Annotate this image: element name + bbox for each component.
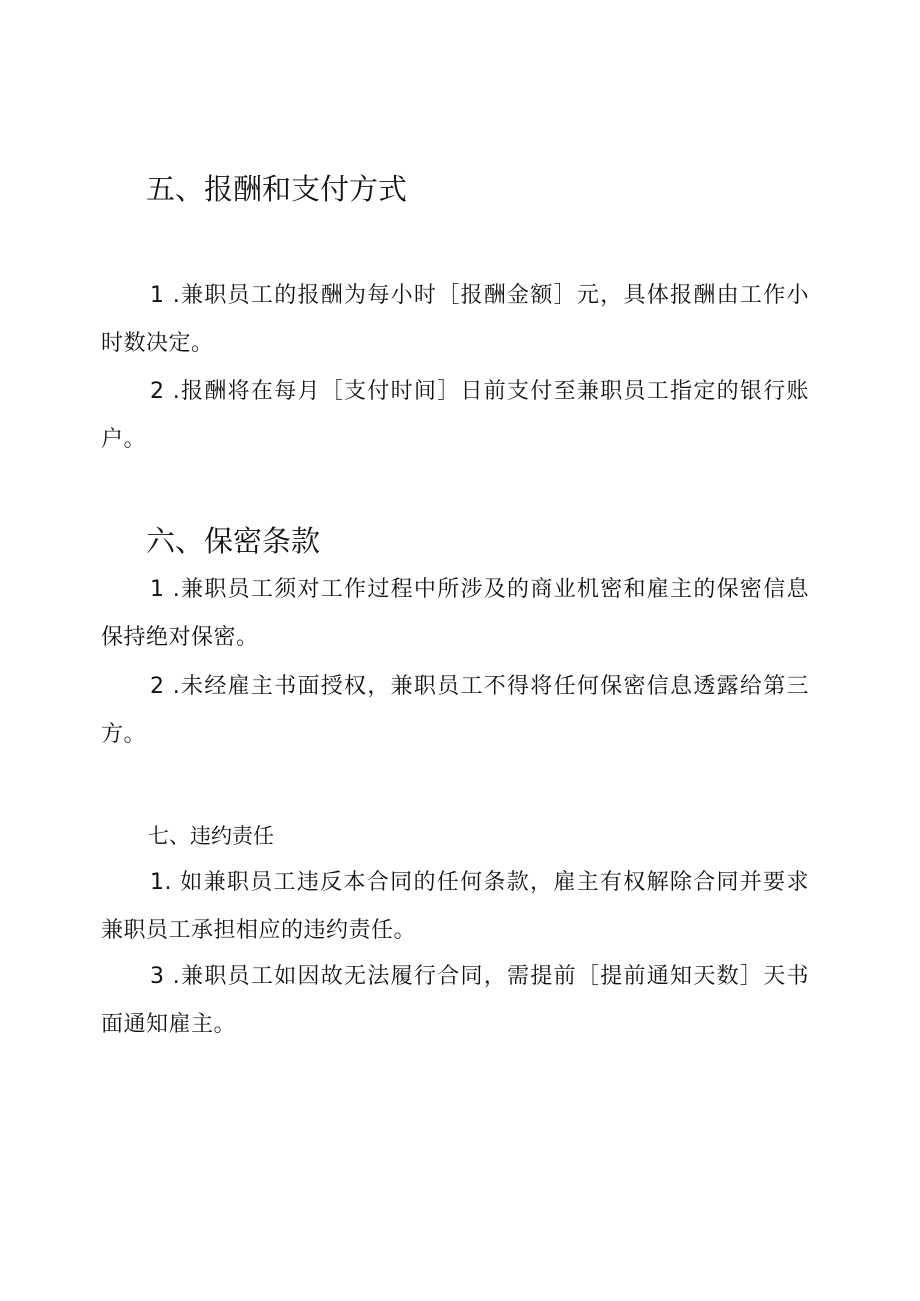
clause-confidentiality-1: 1 .兼职员工须对工作过程中所涉及的商业机密和雇主的保密信息保持绝对保密。 [101,577,809,650]
clause-remuneration-1: 1 .兼职员工的报酬为每小时［报酬金额］元，具体报酬由工作小时数决定。 [101,283,809,356]
clause-breach-1: 1. 如兼职员工违反本合同的任何条款，雇主有权解除合同并要求兼职员工承担相应的违约责任。 [101,870,809,943]
clause-breach-3: 3 .兼职员工如因故无法履行合同，需提前［提前通知天数］天书面通知雇主。 [101,964,809,1037]
clause-confidentiality-2: 2 .未经雇主书面授权，兼职员工不得将任何保密信息透露给第三方。 [101,674,809,747]
clause-remuneration-2: 2 .报酬将在每月［支付时间］日前支付至兼职员工指定的银行账户。 [101,379,809,452]
section-heading-remuneration: 五、报酬和支付方式 [146,172,408,206]
section-heading-confidentiality: 六、保密条款 [146,524,321,558]
section-heading-breach: 七、违约责任 [148,824,274,848]
